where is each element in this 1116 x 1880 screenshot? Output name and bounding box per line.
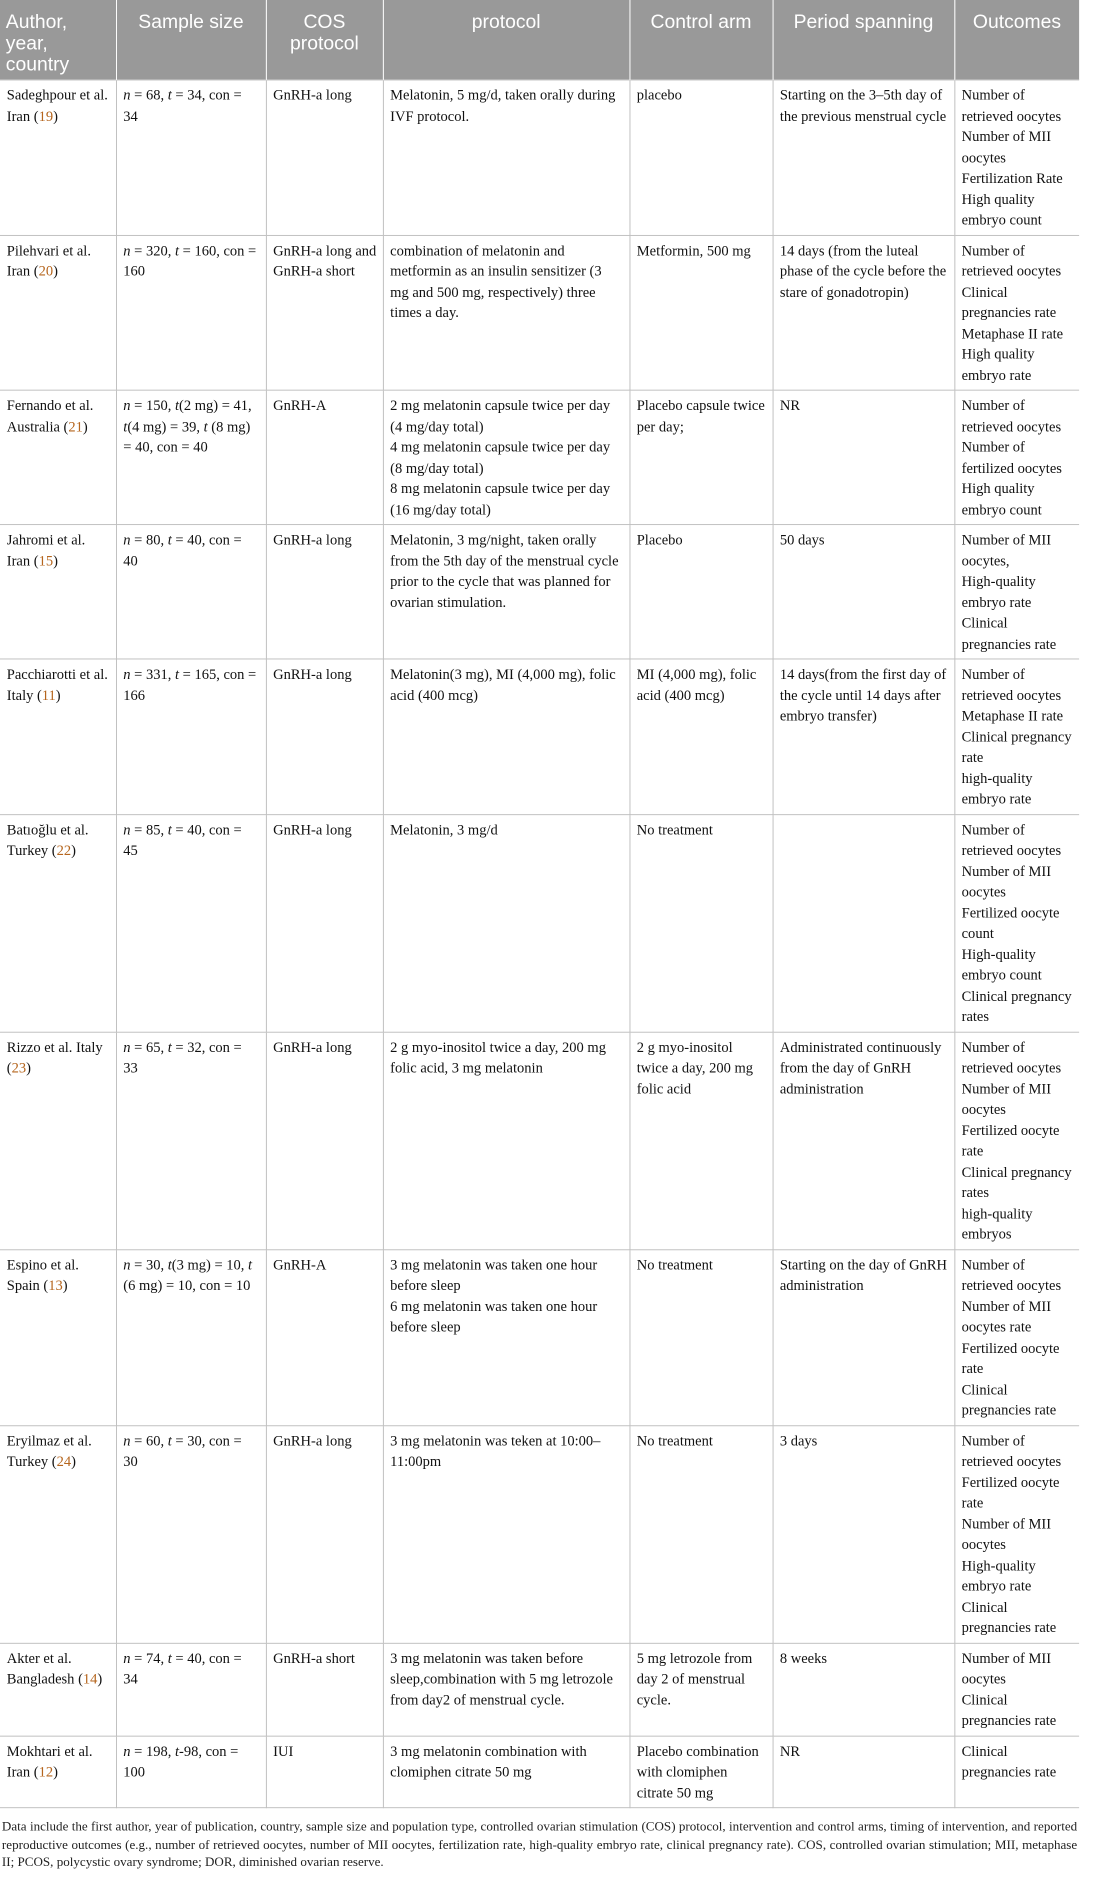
author-text: Sadeghpour xyxy=(6,87,77,104)
author-country: Iran ( xyxy=(6,1764,39,1781)
cell-outcomes xyxy=(954,525,1079,659)
author-text: Jahromi et al. xyxy=(6,532,86,549)
outcome-item: Fertilized oocyte rate xyxy=(961,1123,1060,1160)
author-close: ) xyxy=(71,843,76,859)
outcome-item: Clinical pregnancies rate xyxy=(961,1692,1057,1729)
reference-link[interactable]: 21 xyxy=(68,419,83,435)
cell-cos-protocol: GnRH-A xyxy=(266,1249,383,1425)
cell-protocol xyxy=(383,1643,630,1736)
author-close: ) xyxy=(71,1454,76,1470)
cell-cos-protocol: GnRH-a long xyxy=(266,1032,383,1250)
cell-cos-protocol: GnRH-a long xyxy=(266,80,383,235)
author-country: Turkey ( xyxy=(6,843,57,859)
author-text: Espino et al. xyxy=(6,1257,79,1273)
outcome-item: Metaphase II rate xyxy=(961,326,1064,342)
cell-period: NR xyxy=(773,390,955,524)
author-country: Turkey ( xyxy=(6,1454,57,1470)
cell-period: Starting on the 3–5th day of the previous menstrual cycle xyxy=(773,80,955,235)
author-text: Rizzo et al. Italy xyxy=(6,1039,103,1056)
author-close: ) xyxy=(55,687,61,704)
author-country: Spain ( xyxy=(6,1278,49,1294)
table-footnote: Data include the first author, year of publication, country, sample size and population type, controlled ovarian stimulation (COS) protocol, intervention and control arms, timing of intervention, and reported reproductive outcomes (e.g., number of retrieved oocytes, number of MII oocytes, fertilization rate, high-quality embryo rate, clinical pregnancy rate). COS, controlled ovarian stimulation; MII, metaphase II; PCOS, polycystic ovary syndrome; DOR, diminished ovarian reserve. xyxy=(1,1818,1078,1870)
protocol-line: 4 mg melatonin capsule twice per day (8 mg/day total) xyxy=(390,439,611,477)
outcome-item: High-quality embryo rate xyxy=(961,1558,1036,1595)
outcome-item: Number of MII oocytes, xyxy=(961,532,1052,570)
cell-sample-size: n = 68, t = 34, con = 34 xyxy=(116,80,266,235)
author-country: Australia ( xyxy=(6,419,69,435)
cell-period: 14 days(from the first day of the cycle until 14 days after embryo transfer) xyxy=(773,659,955,814)
table-row xyxy=(0,1425,1079,1643)
cell-outcomes xyxy=(954,80,1079,235)
table-row xyxy=(0,525,1079,659)
protocol-line: Melatonin, 5 mg/d, taken orally during IVF protocol. xyxy=(390,87,616,125)
author-country: ( xyxy=(6,1060,12,1077)
author-close: ) xyxy=(53,263,58,280)
cell-outcomes xyxy=(954,1425,1079,1643)
outcome-item: Number of MII oocytes xyxy=(961,1081,1052,1118)
cell-control-arm: MI (4,000 mg), folic acid (400 mcg) xyxy=(629,659,772,814)
author-text: Mokhtari et al. xyxy=(6,1743,93,1760)
reference-link[interactable]: 22 xyxy=(56,843,72,859)
author-close: ) xyxy=(26,1060,31,1077)
outcome-item: High-quality embryo count xyxy=(961,947,1042,984)
protocol-line: 6 mg melatonin was taken one hour before sleep xyxy=(390,1299,598,1336)
cell-protocol xyxy=(383,525,630,659)
outcome-item: Number of MII oocytes rate xyxy=(961,1299,1052,1336)
outcome-item: High-quality embryo rate xyxy=(961,574,1036,611)
cell-outcomes xyxy=(954,390,1079,524)
cell-control-arm: No treatment xyxy=(629,814,772,1032)
author-country: et al. Italy ( xyxy=(6,667,108,704)
header-cos-protocol: COS protocol xyxy=(266,0,383,80)
outcome-item: Number of retrieved oocytes xyxy=(961,1257,1062,1294)
reference-link[interactable]: 23 xyxy=(11,1060,27,1077)
cell-protocol xyxy=(383,659,630,814)
protocol-line: 2 g myo-inositol twice a day, 200 mg folic acid, 3 mg melatonin xyxy=(390,1039,606,1077)
table-row xyxy=(0,1249,1079,1425)
outcome-item: Clinical pregnancy rate xyxy=(961,729,1072,766)
author-close: ) xyxy=(53,108,58,125)
cell-protocol xyxy=(383,1249,630,1425)
cell-cos-protocol: GnRH-a long xyxy=(266,659,383,814)
cell-sample-size: n = 320, t = 160, con = 160 xyxy=(116,235,266,390)
cell-period: 8 weeks xyxy=(773,1643,955,1736)
header-sample-size: Sample size xyxy=(116,0,266,80)
outcome-item: high-quality embryos xyxy=(961,1206,1033,1243)
author-country: Iran ( xyxy=(6,553,39,570)
cell-outcomes xyxy=(954,1249,1079,1425)
outcome-item: Number of MII oocytes xyxy=(961,1516,1052,1553)
header-period-spanning: Period spanning xyxy=(773,0,955,80)
protocol-line: 3 mg melatonin was taken before sleep,combination with 5 mg letrozole from day2 of menstrual cycle. xyxy=(390,1651,613,1709)
cell-period: Starting on the day of GnRH administration xyxy=(773,1249,955,1425)
author-close: ) xyxy=(53,1764,58,1781)
author-text: Pacchiarotti xyxy=(6,667,77,683)
cell-control-arm: 5 mg letrozole from day 2 of menstrual cycle. xyxy=(629,1643,772,1736)
cell-author xyxy=(0,1643,116,1736)
cell-period: 14 days (from the luteal phase of the cycle before the stare of gonadotropin) xyxy=(773,235,955,390)
reference-link[interactable]: 19 xyxy=(38,108,54,125)
outcome-item: Clinical pregnancies rate xyxy=(961,615,1057,653)
protocol-line: 3 mg melatonin was taken one hour before sleep xyxy=(390,1257,598,1294)
cell-author xyxy=(0,1736,116,1808)
cell-sample-size: n = 74, t = 40, con = 34 xyxy=(116,1643,266,1736)
cell-protocol xyxy=(383,1425,630,1643)
author-close: ) xyxy=(53,553,58,570)
outcome-item: Clinical pregnancy rates xyxy=(961,1164,1072,1201)
cell-author xyxy=(0,235,116,390)
author-text: Eryilmaz et al. xyxy=(6,1433,92,1449)
cell-period: 3 days xyxy=(773,1425,955,1643)
cell-period: NR xyxy=(773,1736,955,1808)
cell-outcomes xyxy=(954,1032,1079,1250)
cell-cos-protocol: GnRH-a long xyxy=(266,814,383,1032)
table-row xyxy=(0,390,1079,524)
outcome-item: Clinical pregnancies rate xyxy=(961,1382,1057,1419)
table-row xyxy=(0,80,1079,235)
outcome-item: Fertilized oocyte rate xyxy=(961,1475,1060,1512)
cell-author xyxy=(0,525,116,659)
author-text: Akter et al. xyxy=(6,1651,72,1667)
outcome-item: Number of MII oocytes xyxy=(961,129,1052,166)
outcome-item: Number of retrieved oocytes xyxy=(961,667,1062,704)
cell-author xyxy=(0,80,116,235)
cell-cos-protocol: GnRH-a long xyxy=(266,1425,383,1643)
reference-link[interactable]: 15 xyxy=(38,553,54,570)
protocol-line: Melatonin(3 mg), MI (4,000 mg), folic acid (400 mcg) xyxy=(390,667,616,704)
protocol-line: 8 mg melatonin capsule twice per day (16 mg/day total) xyxy=(390,481,611,518)
cell-sample-size: n = 198, t-98, con = 100 xyxy=(116,1736,266,1808)
cell-control-arm: Placebo xyxy=(629,525,772,659)
reference-link[interactable]: 12 xyxy=(38,1764,54,1781)
reference-link[interactable]: 13 xyxy=(48,1278,63,1294)
cell-cos-protocol: GnRH-a long xyxy=(266,525,383,659)
cell-control-arm: Metformin, 500 mg xyxy=(629,235,772,390)
cell-control-arm: Placebo capsule twice per day; xyxy=(629,390,772,524)
header-row xyxy=(0,0,1079,80)
outcome-item: Fertilized oocyte rate xyxy=(961,1340,1060,1377)
cell-outcomes xyxy=(954,235,1079,390)
outcome-item: High quality embryo count xyxy=(961,191,1042,229)
outcome-item: Fertilization Rate xyxy=(961,171,1063,187)
author-text: Fernando et al. xyxy=(6,398,94,414)
reference-link[interactable]: 11 xyxy=(41,687,56,704)
cell-protocol xyxy=(383,1736,630,1808)
outcome-item: Clinical pregnancies rate xyxy=(961,1743,1057,1781)
reference-link[interactable]: 24 xyxy=(56,1454,72,1470)
cell-control-arm: placebo xyxy=(629,80,772,235)
outcome-item: Number of retrieved oocytes xyxy=(961,1039,1062,1077)
table-row xyxy=(0,659,1079,814)
outcome-item: Fertilized oocyte count xyxy=(961,905,1060,942)
author-text: Batıoğlu et al. xyxy=(6,822,89,838)
reference-link[interactable]: 14 xyxy=(82,1671,98,1688)
header-outcomes: Outcomes xyxy=(954,0,1079,80)
outcome-item: Number of retrieved oocytes xyxy=(961,398,1062,435)
cell-sample-size: n = 65, t = 32, con = 33 xyxy=(116,1032,266,1250)
author-country: et al. Iran ( xyxy=(6,87,108,125)
header-protocol: protocol xyxy=(383,0,630,80)
cell-protocol xyxy=(383,1032,630,1250)
outcome-item: Clinical pregnancies rate xyxy=(961,284,1057,322)
table-row xyxy=(0,1032,1079,1250)
protocol-line: Melatonin, 3 mg/night, taken orally from the 5th day of the menstrual cycle prior to the cycle that was planned for ovarian stimulation. xyxy=(390,532,619,611)
outcome-item: high-quality embryo rate xyxy=(961,771,1033,808)
cell-cos-protocol: GnRH-a long and GnRH-a short xyxy=(266,235,383,390)
reference-link[interactable]: 20 xyxy=(38,263,54,280)
cell-period: 50 days xyxy=(773,525,955,659)
cell-protocol xyxy=(383,390,630,524)
outcome-item: Number of retrieved oocytes xyxy=(961,822,1062,859)
table-row xyxy=(0,235,1079,390)
protocol-line: 3 mg melatonin combination with clomiphen citrate 50 mg xyxy=(390,1743,587,1781)
outcome-item: Clinical pregnancy rates xyxy=(961,988,1072,1025)
protocol-line: 3 mg melatonin was teken at 10:00–11:00pm xyxy=(390,1433,601,1470)
cell-cos-protocol: GnRH-A xyxy=(266,390,383,524)
cell-outcomes xyxy=(954,1736,1079,1808)
cell-outcomes xyxy=(954,814,1079,1032)
cell-control-arm: 2 g myo-inositol twice a day, 200 mg folic acid xyxy=(629,1032,772,1250)
cell-sample-size: n = 150, t(2 mg) = 41, t(4 mg) = 39, t (8 mg) = 40, con = 40 xyxy=(116,390,266,524)
outcome-item: High quality embryo count xyxy=(961,481,1042,518)
cell-period xyxy=(773,814,955,1032)
cell-author xyxy=(0,390,116,524)
cell-author xyxy=(0,814,116,1032)
cell-protocol xyxy=(383,80,630,235)
cell-cos-protocol: IUI xyxy=(266,1736,383,1808)
cell-sample-size: n = 60, t = 30, con = 30 xyxy=(116,1425,266,1643)
table-row xyxy=(0,814,1079,1032)
outcome-item: Number of fertilized oocytes xyxy=(961,439,1062,477)
outcome-item: Number of retrieved oocytes xyxy=(961,1433,1062,1470)
header-control-arm: Control arm xyxy=(629,0,772,80)
table-row xyxy=(0,1736,1079,1808)
outcome-item: Number of retrieved oocytes xyxy=(961,87,1062,125)
outcome-item: High quality embryo rate xyxy=(961,347,1035,384)
author-close: ) xyxy=(82,419,88,435)
outcome-item: Metaphase II rate xyxy=(961,708,1064,725)
protocol-line: 2 mg melatonin capsule twice per day (4 mg/day total) xyxy=(390,398,611,435)
header-author: Author, year, country xyxy=(0,0,116,80)
cell-control-arm: No treatment xyxy=(629,1249,772,1425)
author-close: ) xyxy=(97,1671,103,1688)
cell-sample-size: n = 80, t = 40, con = 40 xyxy=(116,525,266,659)
cell-outcomes xyxy=(954,659,1079,814)
author-country: Bangladesh ( xyxy=(6,1671,83,1688)
cell-author xyxy=(0,659,116,814)
outcome-item: Number of MII oocytes xyxy=(961,863,1052,901)
cell-author xyxy=(0,1032,116,1250)
cell-protocol xyxy=(383,235,630,390)
cell-outcomes xyxy=(954,1643,1079,1736)
cell-author xyxy=(0,1249,116,1425)
cell-sample-size: n = 331, t = 165, con = 166 xyxy=(116,659,266,814)
author-text: Pilehvari et al. xyxy=(6,243,91,259)
cell-control-arm: Placebo combination with clomiphen citrate 50 mg xyxy=(629,1736,772,1808)
cell-sample-size: n = 30, t(3 mg) = 10, t (6 mg) = 10, con = 10 xyxy=(116,1249,266,1425)
cell-control-arm: No treatment xyxy=(629,1425,772,1643)
outcome-item: Number of retrieved oocytes xyxy=(961,243,1062,280)
table-row xyxy=(0,1643,1079,1736)
outcome-item: Number of MII oocytes xyxy=(961,1651,1052,1688)
cell-cos-protocol: GnRH-a short xyxy=(266,1643,383,1736)
cell-sample-size: n = 85, t = 40, con = 45 xyxy=(116,814,266,1032)
cell-period: Administrated continuously from the day of GnRH administration xyxy=(773,1032,955,1250)
outcome-item: Clinical pregnancies rate xyxy=(961,1599,1057,1637)
author-country: Iran ( xyxy=(6,263,39,280)
cell-author xyxy=(0,1425,116,1643)
protocol-line: Melatonin, 3 mg/d xyxy=(390,822,498,838)
cell-protocol xyxy=(383,814,630,1032)
protocol-line: combination of melatonin and metformin as an insulin sensitizer (3 mg and 500 mg, respectively) three times a day. xyxy=(390,243,602,322)
author-close: ) xyxy=(62,1278,68,1294)
